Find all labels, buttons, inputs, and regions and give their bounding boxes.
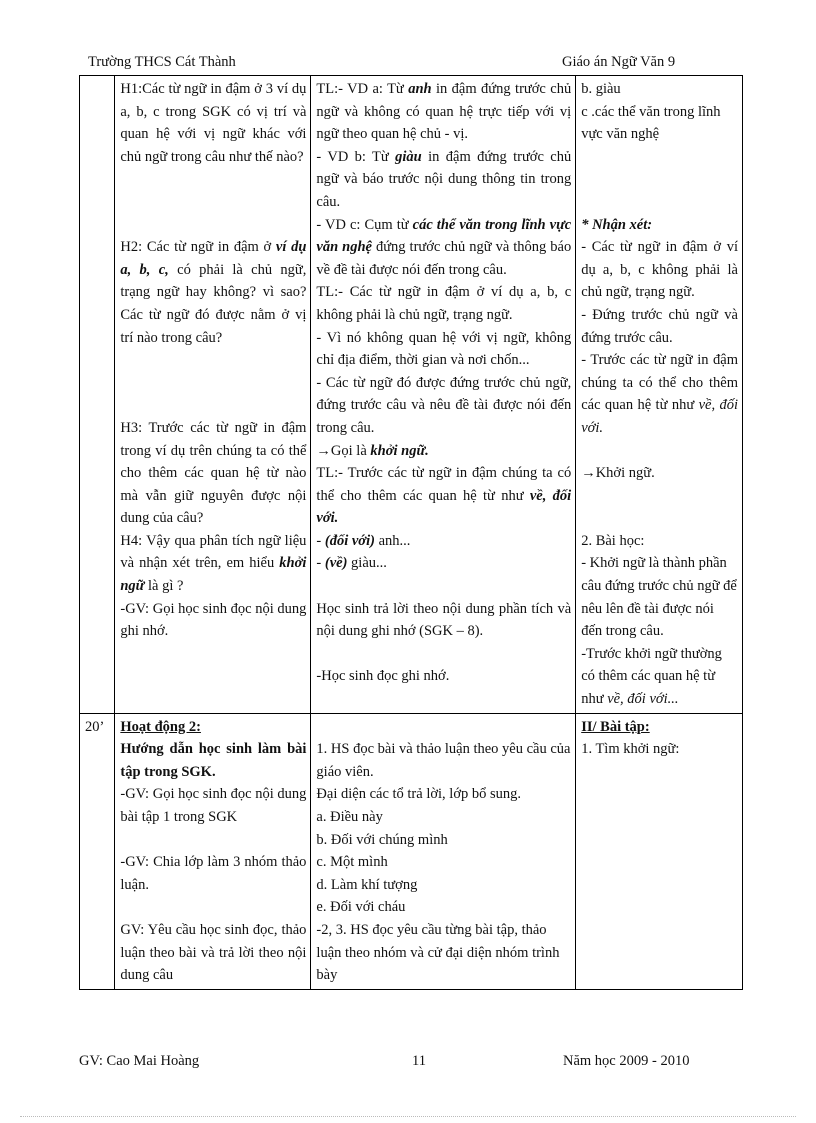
note-observation-3: - Trước các từ ngữ in đậm chúng ta có thể cho thêm các quan hệ từ như về, đối với. [581,352,738,436]
school-name: Trường THCS Cát Thành [88,54,236,70]
answer-h2-conclusion: →Gọi là khởi ngữ. [316,442,429,459]
question-h3: H3: Trước các từ ngữ in đậm trong ví dụ trên chúng ta có thể cho thêm các quan hệ từ nào mà vẫn giữ nguyên được nội dung của câu? [120,419,307,527]
note-c: c .các thể văn trong lĩnh vực văn nghệ [581,103,721,143]
instruction-2: -GV: Chia lớp làm 3 nhóm thảo luận. [120,854,307,893]
teacher-activity-cell [115,713,311,989]
instruction-1: -GV: Gọi học sinh đọc nội dung bài tập 1 trong SGK [120,786,307,825]
exercise-section-title: II/ Bài tập: [581,718,650,735]
answer-vd-b: - VD b: Từ giàu in đậm đứng trước chủ ngữ và báo trước nội dung thông tin trong câu. [316,148,572,210]
answer-h2-2: - Vì nó không quan hệ với vị ngữ, không chỉ địa điểm, thời gian và nơi chốn... [316,329,572,369]
exercise-step-1: 1. HS đọc bài và thảo luận theo yêu cầu của giáo viên. [316,741,571,780]
note-observation-title: * Nhận xét: [581,216,653,233]
exercise-1-title: 1. Tìm khởi ngữ: [581,741,680,758]
lesson-point-2: -Trước khởi ngữ thường có thêm các quan hệ từ như về, đối với... [581,645,722,708]
lesson-point-1: - Khởi ngữ là thành phần câu đứng trước chủ ngữ để nêu lên đề tài được nói đến trong câu. [581,555,737,640]
note-conclusion: →Khởi ngữ. [581,465,655,482]
exercise-step-3: -2, 3. HS đọc yêu cầu từng bài tập, thảo luận theo nhóm và cử đại diện nhóm trình bày [316,921,560,984]
answer-h3-example-2: - (về) giàu... [316,555,387,572]
lesson-table [79,75,743,990]
student-activity-cell [311,713,576,989]
teacher-activity-cell [115,76,311,714]
instruction-read-notes: -GV: Gọi học sinh đọc nội dung ghi nhớ. [120,600,307,640]
answer-read-notes: -Học sinh đọc ghi nhớ. [316,668,450,685]
time-value: 20’ [85,718,105,735]
answer-vd-c: - VD c: Cụm từ các thể văn trong lĩnh vực văn nghệ đứng trước chủ ngữ và thông báo về đề tài được nói đến trong câu. [316,216,572,278]
question-h2: H2: Các từ ngữ in đậm ở ví dụ a, b, c, có phải là chủ ngữ, trạng ngữ hay không? vì sao? Các từ ngữ đó được nằm ở vị trí nào trong câu? [120,239,307,346]
subject-title: Giáo án Ngữ Văn 9 [562,54,676,70]
exercise-answer-a: a. Điều này [316,809,383,825]
page-header [0,54,816,76]
answer-h2-3: - Các từ ngữ đó được đứng trước chủ ngữ, đứng trước câu và nêu đề tài được nói đến trong câu. [316,374,572,436]
page-edge-divider [20,1116,796,1117]
answer-h2-1: TL:- Các từ ngữ in đậm ở ví dụ a, b, c không phải là chủ ngữ, trạng ngữ. [316,284,572,323]
lesson-title: 2. Bài học: [581,532,645,549]
answer-h3: TL:- Trước các từ ngữ in đậm chúng ta có thể cho thêm các quan hệ từ như về, đối với. [316,465,572,527]
answer-vd-a: TL:- VD a: Từ anh in đậm đứng trước chủ ngữ và không có quan hệ trực tiếp với vị ngữ theo quan hệ chủ - vị. [316,81,572,143]
answer-h3-example-1: - (đối với) anh... [316,532,411,549]
exercise-answer-c: c. Một mình [316,854,388,871]
teacher-name: GV: Cao Mai Hoàng [79,1053,200,1069]
activity-title: Hoạt động 2: [120,718,201,735]
answer-h4: Học sinh trả lời theo nội dung phần tích và nội dung ghi nhớ (SGK – 8). [316,600,572,640]
notes-cell [576,76,743,714]
question-h1: H1:Các từ ngữ in đậm ở 3 ví dụ a, b, c trong SGK có vị trí và quan hệ với vị ngữ khác với chủ ngữ trong câu như thế nào? [120,81,307,165]
table-row [80,713,743,989]
school-year: Năm học 2009 - 2010 [563,1053,690,1069]
instruction-3: GV: Yêu cầu học sinh đọc, thảo luận theo bài và trả lời theo nội dung câu [120,921,307,984]
note-observation-2: - Đứng trước chủ ngữ và đứng trước câu. [581,306,738,346]
exercise-step-2: Đại diện các tổ trả lời, lớp bổ sung. [316,786,522,803]
notes-cell [576,713,743,989]
table-row [80,76,743,714]
note-observation-1: - Các từ ngữ in đậm ở ví dụ a, b, c không phải là chủ ngữ, trạng ngữ. [581,239,738,301]
exercise-answer-d: d. Làm khí tượng [316,876,418,893]
page-number: 11 [412,1053,426,1069]
note-b: b. giàu [581,81,621,97]
time-cell [80,713,115,989]
exercise-answer-b: b. Đối với chúng mình [316,831,448,848]
time-cell [80,76,115,714]
question-h4: H4: Vậy qua phân tích ngữ liệu và nhận xét trên, em hiểu khởi ngữ là gì ? [120,532,307,595]
activity-subtitle: Hướng dẫn học sinh làm bài tập trong SGK. [120,741,307,780]
student-activity-cell [311,76,576,714]
exercise-answer-e: e. Đối với cháu [316,899,406,916]
